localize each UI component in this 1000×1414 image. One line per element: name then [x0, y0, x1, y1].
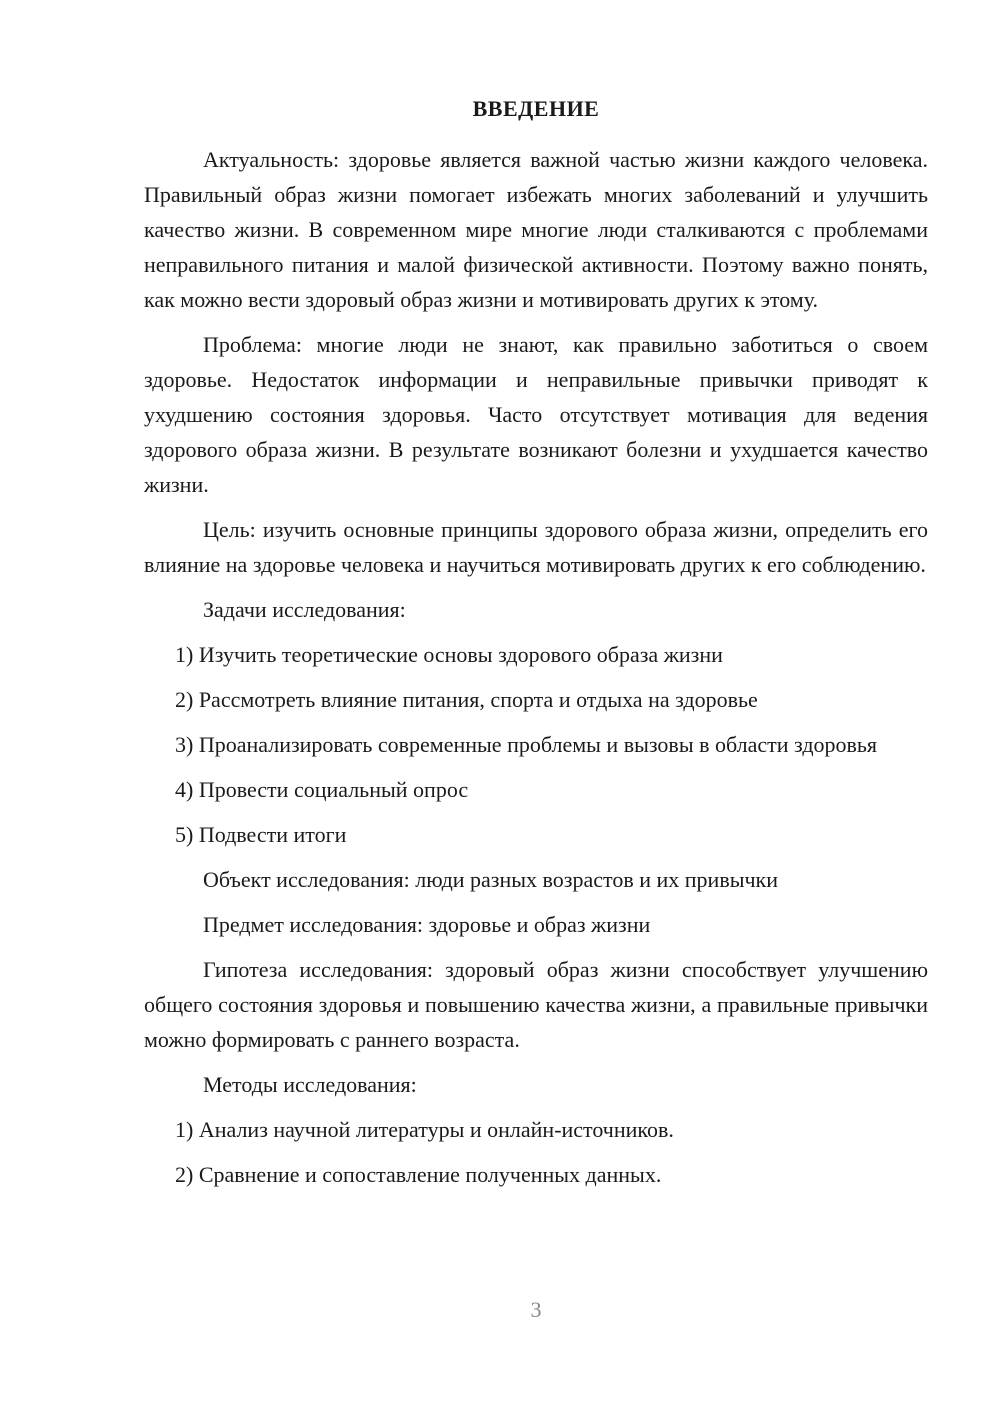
relevance-paragraph: Актуальность: здоровье является важной частью жизни каждого человека. Правильный образ жизни помогает избежать многих заболеваний и улучшить качество жизни. В современном мире многие люди сталкиваются с проблемами неправильного питания и малой физической активности. Поэтому важно понять, как можно вести здоровый образ жизни и мотивировать других к этому. [144, 147, 928, 312]
task-item: 4) Провести социальный опрос [175, 777, 469, 802]
method-item: 1) Анализ научной литературы и онлайн-источников. [175, 1117, 674, 1142]
object-paragraph: Объект исследования: люди разных возрастов и их привычки [203, 867, 779, 892]
task-item: 3) Проанализировать современные проблемы и вызовы в области здоровья [175, 732, 878, 757]
task-item: 1) Изучить теоретические основы здорового образа жизни [175, 642, 723, 667]
page-number: 3 [530, 1297, 542, 1322]
methods-heading: Методы исследования: [203, 1072, 417, 1097]
goal-paragraph: Цель: изучить основные принципы здорового образа жизни, определить его влияние на здоровье человека и научиться мотивировать других к его соблюдению. [144, 517, 928, 577]
tasks-heading: Задачи исследования: [203, 597, 406, 622]
problem-paragraph: Проблема: многие люди не знают, как правильно заботиться о своем здоровье. Недостаток информации и неправильные привычки приводят к ухудшению состояния здоровья. Часто отсутствует мотивация для ведения здорового образа жизни. В результате возникают болезни и ухудшается качество жизни. [144, 332, 928, 497]
page-title: ВВЕДЕНИЕ [472, 96, 600, 121]
document-body [144, 142, 928, 1202]
subject-paragraph: Предмет исследования: здоровье и образ жизни [203, 912, 651, 937]
task-item: 5) Подвести итоги [175, 822, 347, 847]
hypothesis-paragraph: Гипотеза исследования: здоровый образ жизни способствует улучшению общего состояния здоровья и повышению качества жизни, а правильные привычки можно формировать с раннего возраста. [144, 957, 928, 1052]
method-item: 2) Сравнение и сопоставление полученных данных. [175, 1162, 662, 1187]
task-item: 2) Рассмотреть влияние питания, спорта и отдыха на здоровье [175, 687, 758, 712]
